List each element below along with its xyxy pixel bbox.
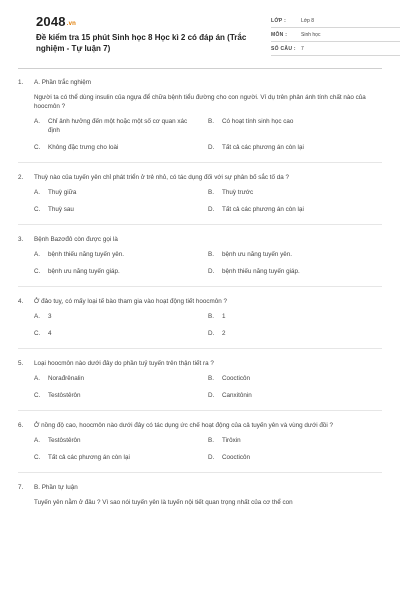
answer-option[interactable] <box>208 375 382 384</box>
option-letter: A. <box>34 436 40 444</box>
option-letter: C. <box>34 392 41 399</box>
answer-option[interactable] <box>34 144 208 153</box>
question-separator <box>18 472 382 473</box>
option-letter: C. <box>34 144 41 151</box>
answer-option[interactable] <box>208 454 382 463</box>
page-title: Đề kiểm tra 15 phút Sinh học 8 Học kì 2 có đáp án (Trắc nghiệm - Tự luận 7) <box>36 33 247 53</box>
question-item <box>18 483 382 507</box>
logo-text: 2048 <box>36 14 66 29</box>
answer-option[interactable] <box>34 437 208 446</box>
option-letter: D. <box>208 330 215 337</box>
option-letter: B. <box>208 188 214 196</box>
option-letter: C. <box>34 454 41 461</box>
option-text: Chỉ ảnh hưởng đến một hoặc một số cơ quan xác định <box>48 118 188 134</box>
meta-row-subject <box>271 28 400 42</box>
question-number: 1. <box>18 79 24 86</box>
answer-option[interactable] <box>208 206 382 215</box>
option-text: bệnh thiếu năng tuyến giáp. <box>222 268 300 275</box>
option-text: Tirôxin <box>222 436 241 444</box>
option-text: Thuỳ sau <box>48 206 74 213</box>
site-logo[interactable] <box>36 14 76 29</box>
answer-option[interactable] <box>34 206 208 215</box>
answer-option[interactable] <box>34 375 208 384</box>
option-text: bệnh ưu năng tuyến yên. <box>222 250 293 258</box>
meta-row-count <box>271 42 400 56</box>
answer-option[interactable] <box>208 313 382 322</box>
question-text: Bệnh Bazơđô còn được gọi là <box>34 235 118 243</box>
option-text: Coocticôn <box>222 374 251 382</box>
answer-option[interactable] <box>208 251 382 260</box>
meta-panel <box>271 14 400 56</box>
answer-option[interactable] <box>208 268 382 277</box>
option-text: Canxitônin <box>222 392 252 399</box>
option-letter: D. <box>208 144 215 151</box>
option-letter: A. <box>34 374 40 382</box>
answer-option[interactable] <box>208 392 382 401</box>
option-text: 1 <box>222 312 226 320</box>
answer-options <box>18 251 382 277</box>
option-letter: C. <box>34 330 41 337</box>
question-list <box>18 78 382 507</box>
question-text: B. Phần tự luận <box>34 483 78 491</box>
question-header <box>18 297 382 306</box>
option-text: Tất cả các phương án còn lại <box>222 206 304 213</box>
question-header <box>18 235 382 244</box>
option-text: Thuỳ giữa <box>48 188 77 196</box>
meta-value: 7 <box>301 45 304 52</box>
question-separator <box>18 224 382 225</box>
question-number: 5. <box>18 359 24 367</box>
header-divider <box>18 68 382 69</box>
question-item <box>18 359 382 401</box>
option-text: 2 <box>222 330 226 337</box>
option-letter: A. <box>34 250 40 258</box>
question-separator <box>18 410 382 411</box>
answer-option[interactable] <box>34 251 208 260</box>
answer-option[interactable] <box>208 437 382 446</box>
question-number: 2. <box>18 173 24 181</box>
answer-option[interactable] <box>208 144 382 153</box>
meta-label: MÔN : <box>271 31 288 38</box>
option-letter: B. <box>208 436 214 444</box>
option-letter: D. <box>208 454 215 461</box>
option-text: bệnh thiếu năng tuyến yên. <box>48 250 124 258</box>
option-text: 4 <box>48 330 52 337</box>
option-letter: B. <box>208 250 214 258</box>
option-letter: D. <box>208 392 215 399</box>
question-separator <box>18 162 382 163</box>
option-text: Coocticôn <box>222 454 251 461</box>
question-text: Ở đảo tuỵ, có mấy loại tế bào tham gia vào hoạt động tiết hoocmôn ? <box>34 297 228 305</box>
answer-option[interactable] <box>34 392 208 401</box>
option-letter: C. <box>34 268 41 275</box>
option-text: Testôstêrôn <box>48 392 81 399</box>
question-prompt: Tuyến yên nằm ở đâu ? Vì sao nói tuyến yên là tuyến nội tiết quan trọng nhất của cơ thể con <box>34 498 293 506</box>
question-number: 3. <box>18 235 24 243</box>
question-header <box>18 483 382 492</box>
option-letter: D. <box>208 206 215 213</box>
option-letter: C. <box>34 206 41 213</box>
question-header <box>18 173 382 182</box>
question-text: Thuỳ nào của tuyến yên chỉ phát triển ở trẻ nhỏ, có tác dụng đối với sự phân bố sắc tố da ? <box>34 173 290 181</box>
option-text: Có hoạt tính sinh học cao <box>222 118 294 125</box>
answer-options <box>18 118 382 153</box>
option-text: Không đặc trưng cho loài <box>48 144 119 151</box>
answer-options <box>18 313 382 339</box>
question-prompt: Người ta có thể dùng insulin của ngựa để chữa bệnh tiểu đường cho con người. Ví dụ trên phản ánh tính chất nào của hoocmôn ? <box>34 94 366 110</box>
header <box>18 0 382 66</box>
meta-value: Lớp 8 <box>301 17 315 24</box>
option-letter: B. <box>208 118 214 125</box>
question-separator <box>18 286 382 287</box>
question-item <box>18 235 382 277</box>
question-text: Loại hoocmôn nào dưới đây do phần tuỷ tuyến trên thận tiết ra ? <box>34 359 214 367</box>
question-header <box>18 359 382 368</box>
logo-suffix: .vn <box>66 21 77 27</box>
answer-option[interactable] <box>34 268 208 277</box>
answer-option[interactable] <box>34 454 208 463</box>
option-text: Thuỳ trước <box>222 188 254 196</box>
question-item <box>18 421 382 463</box>
question-header <box>18 78 382 87</box>
option-text: Norađrênalin <box>48 374 85 382</box>
meta-label: LỚP : <box>271 17 287 24</box>
option-text: 3 <box>48 312 52 320</box>
answer-option[interactable] <box>34 118 208 135</box>
question-text: A. Phần trắc nghiệm <box>34 79 92 86</box>
answer-option[interactable] <box>34 189 208 198</box>
answer-option[interactable] <box>34 330 208 339</box>
option-text: Tất cả các phương án còn lại <box>48 454 130 461</box>
meta-value: Sinh học <box>301 31 321 38</box>
answer-option[interactable] <box>208 118 382 135</box>
option-letter: A. <box>34 188 40 196</box>
answer-options <box>18 437 382 463</box>
question-separator <box>18 348 382 349</box>
option-letter: D. <box>208 268 215 275</box>
answer-option[interactable] <box>34 313 208 322</box>
meta-row-grade <box>271 14 400 28</box>
answer-options <box>18 375 382 401</box>
question-text: Ở nồng độ cao, hoocmôn nào dưới đây có tác dụng ức chế hoạt động của cả tuyến yên và vùng dưới đồi ? <box>34 421 334 429</box>
option-text: Tất cả các phương án còn lại <box>222 144 304 151</box>
option-letter: A. <box>34 312 40 320</box>
question-item <box>18 173 382 215</box>
question-header <box>18 421 382 430</box>
question-item <box>18 78 382 153</box>
answer-option[interactable] <box>208 330 382 339</box>
option-letter: B. <box>208 374 214 382</box>
meta-label: SỐ CÂU : <box>271 45 296 52</box>
option-letter: A. <box>34 118 40 125</box>
question-number: 6. <box>18 421 24 429</box>
answer-option[interactable] <box>208 189 382 198</box>
option-letter: B. <box>208 312 214 320</box>
question-item <box>18 297 382 339</box>
question-number: 7. <box>18 483 24 491</box>
option-text: bệnh ưu năng tuyến giáp. <box>48 268 120 275</box>
question-number: 4. <box>18 297 24 305</box>
answer-options <box>18 189 382 215</box>
option-text: Testôstêrôn <box>48 436 81 444</box>
